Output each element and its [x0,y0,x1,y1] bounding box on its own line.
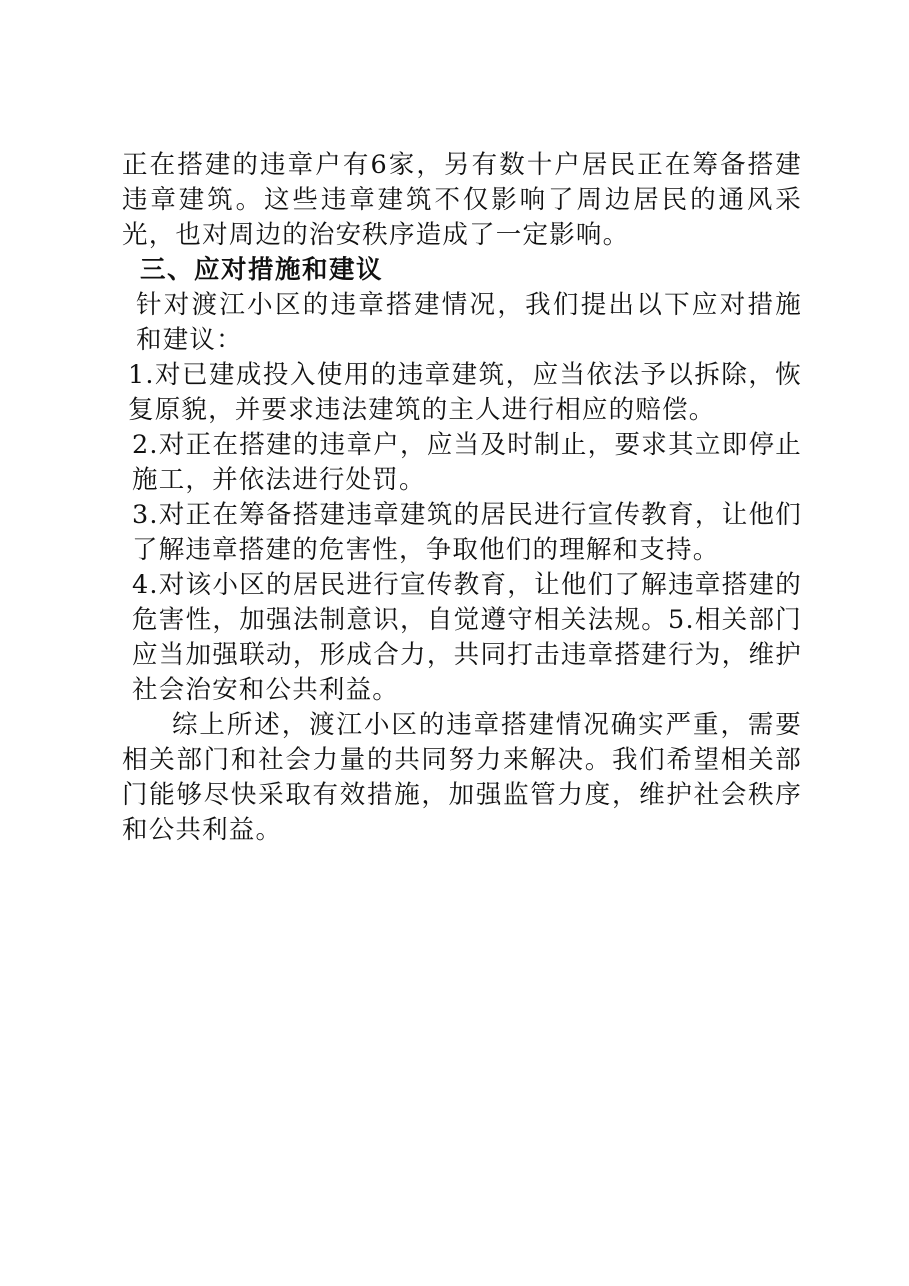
paragraph-conclusion: 综上所述，渡江小区的违章搭建情况确实严重，需要相关部门和社会力量的共同努力来解决。我们希望相关部门能够尽快采取有效措施，加强监管力度，维护社会秩序和公共利益。 [122,710,802,845]
list-item-3: 3.对正在筹备搭建违章建筑的居民进行宣传教育，让他们了解违章搭建的危害性，争取他们的理解和支持。 [132,500,802,565]
list-item-4-5: 4.对该小区的居民进行宣传教育，让他们了解违章搭建的危害性，加强法制意识，自觉遵守相关法规。5.相关部门应当加强联动，形成合力，共同打击违章搭建行为，维护社会治安和公共利益。 [132,570,802,705]
paragraph-intro-continuation: 正在搭建的违章户有6家，另有数十户居民正在筹备搭建违章建筑。这些违章建筑不仅影响了周边居民的通风采光，也对周边的治安秩序造成了一定影响。 [122,150,802,250]
paragraph-measures-lead: 针对渡江小区的违章搭建情况，我们提出以下应对措施和建议： [136,290,802,355]
list-item-1: 1.对已建成投入使用的违章建筑，应当依法予以拆除，恢复原貌，并要求违法建筑的主人进行相应的赔偿。 [128,360,802,425]
document-body [122,148,802,848]
list-item-2: 2.对正在搭建的违章户，应当及时制止，要求其立即停止施工，并依法进行处罚。 [132,430,802,495]
section-heading-measures: 三、应对措施和建议 [140,255,384,285]
